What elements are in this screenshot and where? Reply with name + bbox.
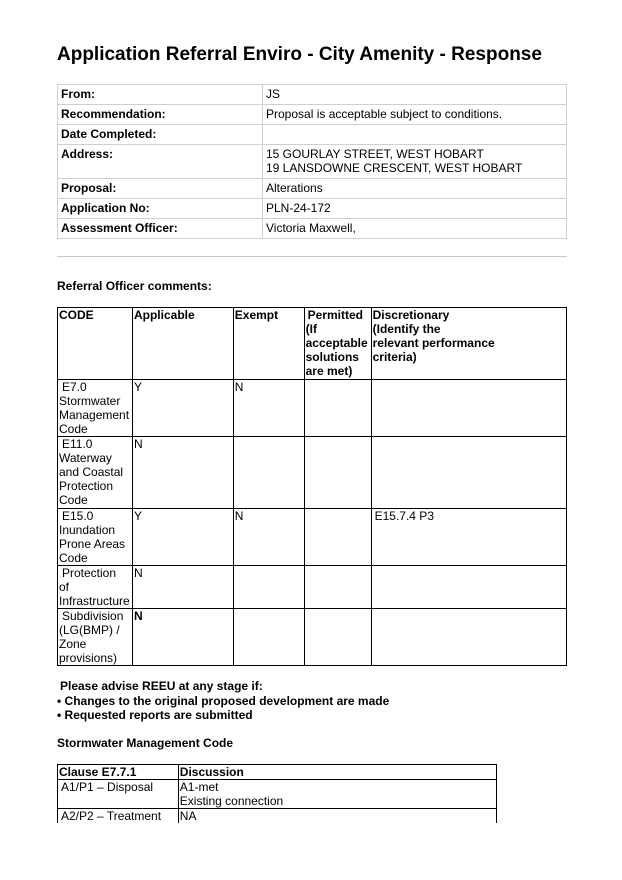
exempt-cell: [233, 566, 304, 609]
applicable-cell: Y: [132, 509, 233, 566]
code-cell: E7.0 Stormwater Management Code: [58, 380, 133, 437]
applicable-cell: Y: [132, 380, 233, 437]
application-info-table: [57, 84, 567, 239]
info-label: Proposal:: [58, 179, 263, 199]
page-title: Application Referral Enviro - City Amenity - Response: [57, 44, 542, 65]
table-header-row: [58, 308, 567, 380]
header-applicable: Applicable: [132, 308, 233, 380]
advise-block: [57, 679, 389, 723]
section-divider: [57, 256, 567, 257]
advise-bullet: • Changes to the original proposed development are made: [57, 693, 390, 708]
exempt-cell: N: [233, 509, 304, 566]
header-discretionary: Discretionary (Identify the relevant performance criteria): [371, 308, 566, 380]
exempt-cell: N: [233, 380, 304, 437]
table-header-row: [58, 765, 497, 780]
applicable-cell: N: [132, 437, 233, 509]
info-value: [263, 145, 567, 179]
header-discussion: Discussion: [178, 765, 496, 780]
table-row: [58, 809, 497, 824]
exempt-cell: [233, 437, 304, 509]
table-row: [58, 380, 567, 437]
code-assessment-table: [57, 307, 567, 666]
table-row: [58, 780, 497, 809]
info-value: Alterations: [263, 179, 567, 199]
clause-cell: A2/P2 – Treatment: [58, 809, 179, 824]
permitted-cell: [304, 380, 371, 437]
permitted-cell: [304, 509, 371, 566]
info-row: [58, 145, 567, 179]
stormwater-heading: Stormwater Management Code: [57, 736, 234, 750]
clause-table: [57, 764, 497, 823]
code-cell: E15.0 Inundation Prone Areas Code: [58, 509, 133, 566]
discretionary-cell: [371, 566, 566, 609]
info-row: [58, 179, 567, 199]
table-row: [58, 509, 567, 566]
permitted-cell: [304, 609, 371, 666]
code-cell: Subdivision (LG(BMP) / Zone provisions): [58, 609, 133, 666]
discretionary-cell: [371, 437, 566, 509]
info-label: Address:: [58, 145, 263, 179]
info-label: Date Completed:: [58, 125, 263, 145]
info-value: Proposal is acceptable subject to conditions.: [263, 105, 567, 125]
address-line-2: 19 LANSDOWNE CRESCENT, WEST HOBART: [266, 161, 523, 175]
header-permitted: Permitted (If acceptable solutions are met): [304, 308, 371, 380]
info-row: [58, 125, 567, 145]
info-value: Victoria Maxwell,: [263, 219, 567, 239]
info-label: Application No:: [58, 199, 263, 219]
info-value: JS: [263, 85, 567, 105]
info-row: [58, 85, 567, 105]
discussion-cell: NA: [178, 809, 496, 824]
header-exempt: Exempt: [233, 308, 304, 380]
info-label: Assessment Officer:: [58, 219, 263, 239]
advise-heading: Please advise REEU at any stage if:: [60, 679, 263, 693]
info-row: [58, 199, 567, 219]
discretionary-cell: [371, 609, 566, 666]
table-row: [58, 609, 567, 666]
applicable-cell: N: [132, 609, 233, 666]
header-clause: Clause E7.7.1: [58, 765, 179, 780]
header-code: CODE: [58, 308, 133, 380]
discretionary-cell: E15.7.4 P3: [371, 509, 566, 566]
info-label: Recommendation:: [58, 105, 263, 125]
discussion-cell: A1-met Existing connection: [178, 780, 496, 809]
code-cell: E11.0 Waterway and Coastal Protection Code: [58, 437, 133, 509]
info-row: [58, 219, 567, 239]
exempt-cell: [233, 609, 304, 666]
table-row: [58, 566, 567, 609]
address-line-1: 15 GOURLAY STREET, WEST HOBART: [266, 147, 484, 161]
info-label: From:: [58, 85, 263, 105]
applicable-cell: N: [132, 566, 233, 609]
clause-cell: A1/P1 – Disposal: [58, 780, 179, 809]
permitted-cell: [304, 566, 371, 609]
discretionary-cell: [371, 380, 566, 437]
referral-heading: Referral Officer comments:: [57, 279, 212, 293]
permitted-cell: [304, 437, 371, 509]
advise-bullet: • Requested reports are submitted: [57, 708, 253, 722]
info-row: [58, 105, 567, 125]
table-row: [58, 437, 567, 509]
info-value: [263, 125, 567, 145]
code-cell: Protection of Infrastructure: [58, 566, 133, 609]
info-value: PLN-24-172: [263, 199, 567, 219]
